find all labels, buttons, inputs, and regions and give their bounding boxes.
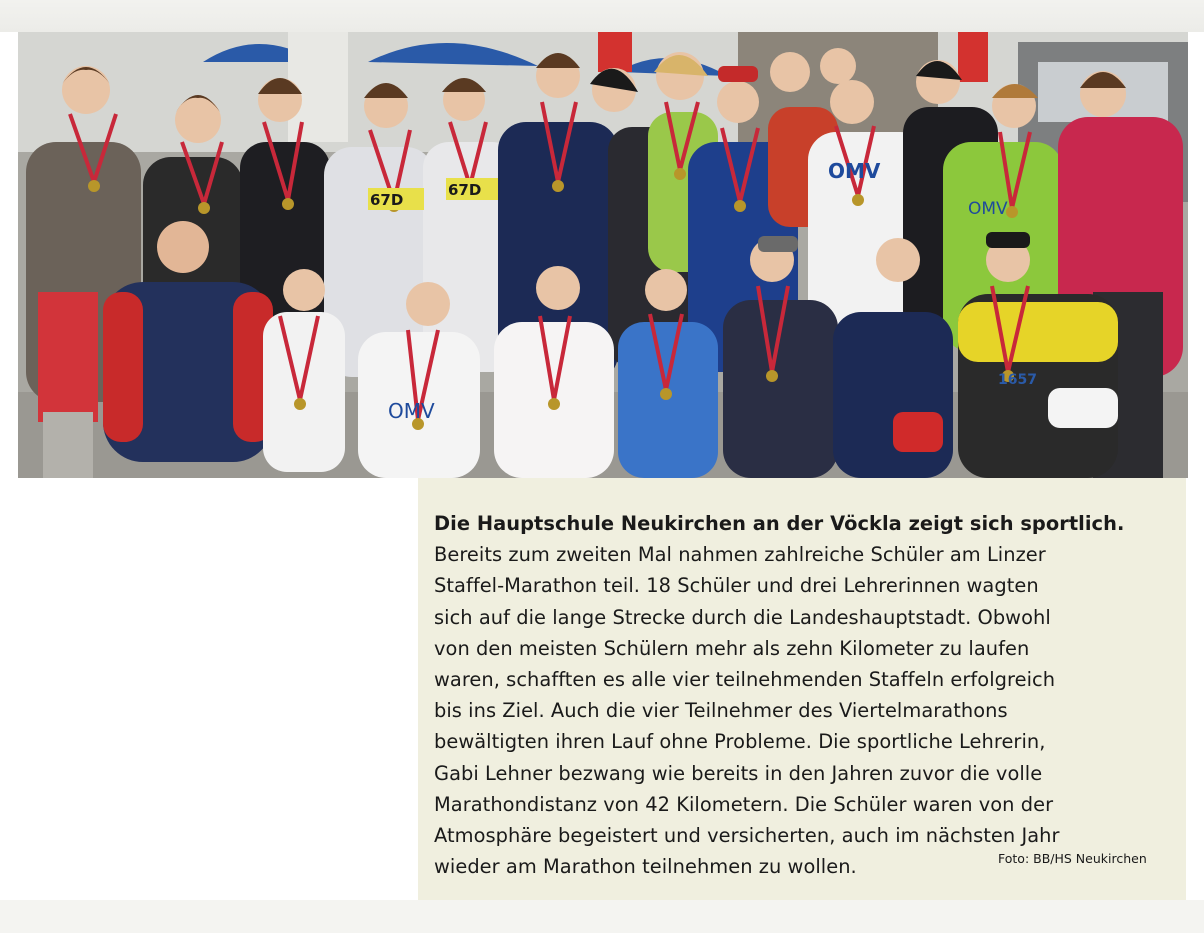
page-bleed-bottom <box>0 900 1204 933</box>
caption-line: bis ins Ziel. Auch die vier Teilnehmer des Viertelmarathons <box>434 699 1008 723</box>
bib-number-1: 67D <box>370 191 404 209</box>
caption-line: Gabi Lehner bezwang wie bereits in den Jahren zuvor die volle <box>434 761 1043 785</box>
shirt-logo-3: OMV <box>968 199 1008 219</box>
group-photo-icon <box>18 32 1188 478</box>
shirt-logo-2: OMV <box>388 399 435 423</box>
group-photo <box>18 32 1188 478</box>
article-caption <box>434 508 1174 882</box>
caption-line: Bereits zum zweiten Mal nahmen zahlreiche Schüler am Linzer <box>434 543 1046 567</box>
caption-line: wieder am Marathon teilnehmen zu wollen. <box>434 855 857 879</box>
caption-line: Staffel-Marathon teil. 18 Schüler und drei Lehrerinnen wagten <box>434 574 1039 598</box>
caption-line: waren, schafften es alle vier teilnehmenden Staffeln erfolgreich <box>434 668 1056 692</box>
page-bleed-top <box>0 0 1204 32</box>
caption-line: sich auf die lange Strecke durch die Landeshauptstadt. Obwohl <box>434 605 1051 629</box>
caption-headline: Die Hauptschule Neukirchen an der Vöckla zeigt sich sportlich. <box>434 512 1125 535</box>
bib-number-2: 67D <box>448 181 482 199</box>
caption-line: Atmosphäre begeistert und versicherten, auch im nächsten Jahr <box>434 824 1060 848</box>
photo-credit: Foto: BB/HS Neukirchen <box>998 851 1147 866</box>
caption-line: bewältigten ihren Lauf ohne Probleme. Die sportliche Lehrerin, <box>434 730 1046 754</box>
caption-line: Marathondistanz von 42 Kilometern. Die Schüler waren von der <box>434 792 1054 816</box>
shirt-logo-1: OMV <box>828 159 881 183</box>
caption-line: von den meisten Schülern mehr als zehn Kilometer zu laufen <box>434 636 1030 660</box>
bib-number-3: 1657 <box>998 372 1037 388</box>
